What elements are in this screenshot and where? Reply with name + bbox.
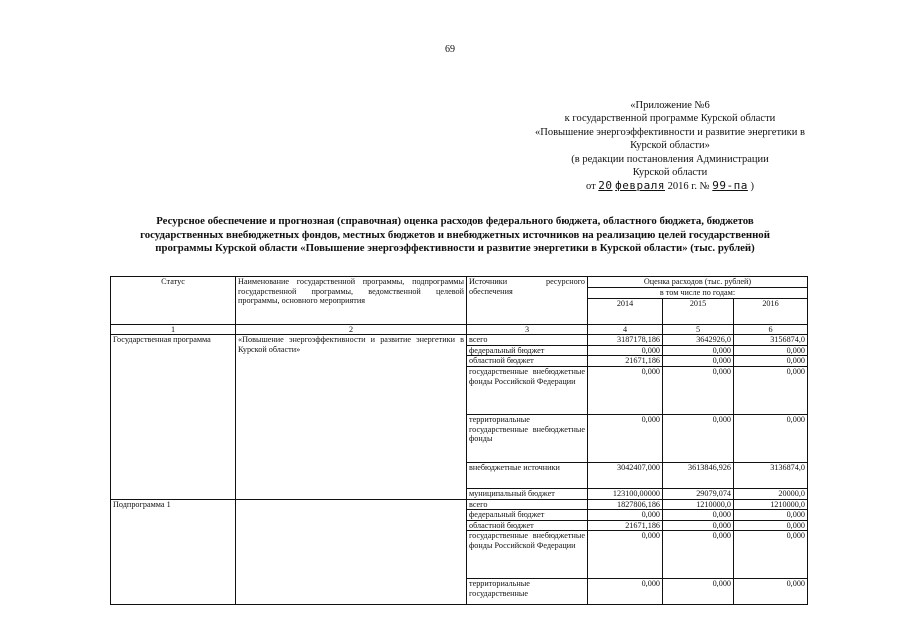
status-cell: Государственная программа <box>111 335 236 499</box>
date-day: 20 <box>598 179 613 193</box>
source-cell: территориальные государственные внебюджетные фонды <box>467 414 588 462</box>
column-number: 6 <box>734 324 808 335</box>
appendix-line: «Повышение энергоэффективности и развитие энергетики в <box>535 126 805 138</box>
value-cell-2015: 3613846,926 <box>663 462 734 488</box>
column-number: 3 <box>467 324 588 335</box>
value-cell-2015: 0,000 <box>663 531 734 579</box>
value-cell-2015: 0,000 <box>663 366 734 414</box>
program-name-cell: «Повышение энергоэффективности и развитие энергетики в Курской области» <box>236 335 467 499</box>
source-cell: федеральный бюджет <box>467 345 588 356</box>
value-cell-2014: 21671,186 <box>588 520 663 531</box>
source-cell: муниципальный бюджет <box>467 488 588 499</box>
column-number-row <box>111 324 808 335</box>
column-number: 1 <box>111 324 236 335</box>
source-cell: всего <box>467 499 588 510</box>
value-cell-2016: 0,000 <box>734 366 808 414</box>
source-cell: государственные внебюджетные фонды Российской Федерации <box>467 531 588 579</box>
appendix-line: к государственной программе Курской области <box>564 113 776 125</box>
value-cell-2016: 0,000 <box>734 356 808 367</box>
date-month: февраля <box>615 179 666 193</box>
value-cell-2015: 0,000 <box>663 520 734 531</box>
sources-header: Источники ресурсного обеспечения <box>467 277 588 325</box>
value-cell-2014: 0,000 <box>588 414 663 462</box>
by-years-header: в том числе по годам: <box>588 288 808 299</box>
name-header: Наименование государственной программы, подпрограммы государственной программы, ведомственной целевой программы, основного мероприятия <box>236 277 467 325</box>
date-year: 2016 г. № <box>667 181 710 193</box>
year-header: 2014 <box>588 298 663 324</box>
value-cell-2016: 0,000 <box>734 510 808 521</box>
date-prefix: от <box>585 181 596 193</box>
value-cell-2015: 3642926,0 <box>663 335 734 346</box>
value-cell-2014: 1827806,186 <box>588 499 663 510</box>
resource-table <box>110 276 808 605</box>
value-cell-2016: 0,000 <box>734 520 808 531</box>
year-header: 2015 <box>663 298 734 324</box>
value-cell-2015: 29079,074 <box>663 488 734 499</box>
value-cell-2016: 0,000 <box>734 345 808 356</box>
appendix-header <box>500 99 840 194</box>
value-cell-2015: 0,000 <box>663 579 734 605</box>
column-number: 2 <box>236 324 467 335</box>
source-cell: всего <box>467 335 588 346</box>
value-cell-2016: 0,000 <box>734 414 808 462</box>
page-number: 69 <box>445 44 455 55</box>
value-cell-2014: 123100,00000 <box>588 488 663 499</box>
decree-date-line <box>500 179 840 193</box>
value-cell-2016: 0,000 <box>734 531 808 579</box>
value-cell-2016: 3156874,0 <box>734 335 808 346</box>
title-line: Ресурсное обеспечение и прогнозная (справочная) оценка расходов федерального бюджета, областного бюджета, бюджетов <box>156 215 754 227</box>
appendix-line: Курской области» <box>630 140 710 152</box>
column-number: 5 <box>663 324 734 335</box>
title-line: государственных внебюджетных фондов, местных бюджетов и внебюджетных источников на реализацию целей государственной <box>140 228 770 241</box>
appendix-line: (в редакции постановления Администрации <box>571 153 769 165</box>
value-cell-2016: 1210000,0 <box>734 499 808 510</box>
value-cell-2015: 0,000 <box>663 345 734 356</box>
value-cell-2016: 20000,0 <box>734 488 808 499</box>
source-cell: областной бюджет <box>467 520 588 531</box>
source-cell: территориальные государственные <box>467 579 588 605</box>
document-title <box>70 215 840 256</box>
date-suffix: ) <box>750 181 755 193</box>
value-cell-2014: 0,000 <box>588 510 663 521</box>
value-cell-2014: 3042407,000 <box>588 462 663 488</box>
value-cell-2015: 0,000 <box>663 356 734 367</box>
header-row <box>111 277 808 288</box>
value-cell-2015: 0,000 <box>663 510 734 521</box>
source-cell: областной бюджет <box>467 356 588 367</box>
year-header: 2016 <box>734 298 808 324</box>
appendix-line: «Приложение №6 <box>630 100 710 111</box>
value-cell-2014: 0,000 <box>588 366 663 414</box>
column-number: 4 <box>588 324 663 335</box>
decree-number: 99-па <box>712 179 748 193</box>
source-cell: федеральный бюджет <box>467 510 588 521</box>
value-cell-2014: 0,000 <box>588 579 663 605</box>
appendix-line: Курской области <box>632 167 708 179</box>
value-cell-2016: 3136874,0 <box>734 462 808 488</box>
status-header: Статус <box>111 277 236 325</box>
source-cell: государственные внебюджетные фонды Российской Федерации <box>467 366 588 414</box>
value-cell-2014: 21671,186 <box>588 356 663 367</box>
source-cell: внебюджетные источники <box>467 462 588 488</box>
value-cell-2014: 0,000 <box>588 345 663 356</box>
value-cell-2016: 0,000 <box>734 579 808 605</box>
title-line: программы Курской области «Повышение энергоэффективности и развитие энергетики в Курской области» (тыс. рублей) <box>155 242 755 255</box>
table-row <box>111 335 808 346</box>
value-cell-2014: 3187178,186 <box>588 335 663 346</box>
value-cell-2015: 1210000,0 <box>663 499 734 510</box>
value-cell-2015: 0,000 <box>663 414 734 462</box>
estimate-header: Оценка расходов (тыс. рублей) <box>588 277 808 288</box>
value-cell-2014: 0,000 <box>588 531 663 579</box>
status-cell: Подпрограмма 1 <box>111 499 236 605</box>
table-row <box>111 499 808 510</box>
program-name-cell <box>236 499 467 605</box>
